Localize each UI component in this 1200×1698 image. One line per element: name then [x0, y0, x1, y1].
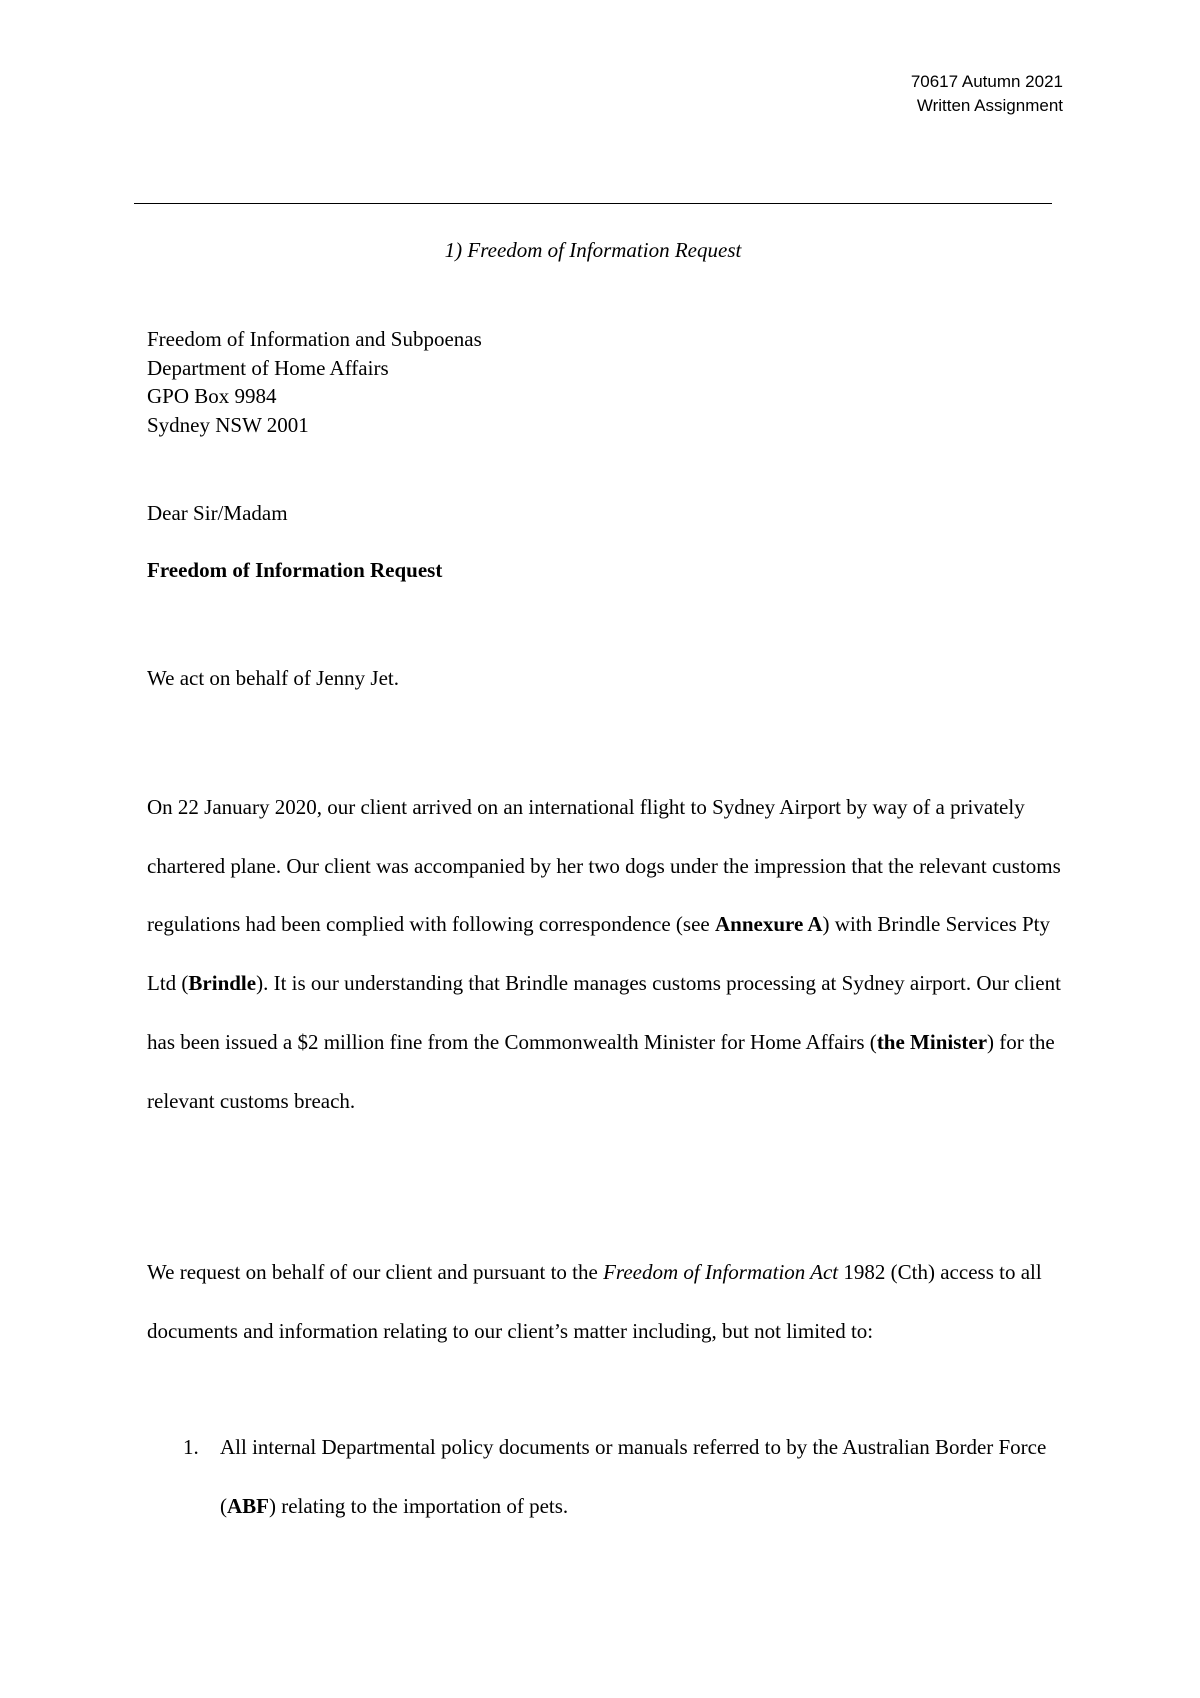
section-heading: 1) Freedom of Information Request [444, 238, 742, 262]
address-line-2: Department of Home Affairs [147, 355, 389, 380]
text-span: We request on behalf of our client and pursuant to the [147, 1260, 604, 1284]
bold-term-abf: ABF [227, 1493, 269, 1518]
bold-term-minister: the Minister [876, 1029, 988, 1054]
subject-line: Freedom of Information Request [147, 558, 443, 582]
bold-term-annexure: Annexure A [714, 912, 823, 937]
bold-term-brindle: Brindle [188, 971, 257, 996]
text-span: All internal Departmental policy documents or manuals referred to by the Australian Border Force ( [220, 1435, 1047, 1518]
paragraph-intro: We act on behalf of Jenny Jet. [147, 666, 399, 690]
text-span: ) relating to the importation of pets. [269, 1493, 569, 1518]
address-line-4: Sydney NSW 2001 [147, 412, 309, 437]
request-list [147, 1418, 1067, 1535]
text-span: ) for the relevant customs breach. [147, 1029, 1055, 1113]
address-line-3: GPO Box 9984 [147, 384, 277, 408]
paragraph-request [147, 1243, 1067, 1360]
list-item-number: 1. [183, 1435, 199, 1459]
text-span: 1982 (Cth) access to all documents and information relating to our client’s matter including, but not limited to: [147, 1260, 1042, 1343]
horizontal-rule [134, 203, 1052, 204]
text-span: ). It is our understanding that Brindle manages customs processing at Sydney airport. Our client has been issued a $2 million fine from the Commonwealth Minister for Home Affairs ( [147, 971, 1061, 1054]
italic-act-title: Freedom of Information Act [603, 1260, 839, 1284]
text-span: On 22 January 2020, our client arrived on an international flight to Sydney Airport by way of a privately chartered plane. Our client was accompanied by her two dogs under the impression that the relevant customs regulations had been complied with following correspondence (see [147, 795, 1061, 937]
recipient-address [147, 325, 482, 439]
header-assignment-line: Written Assignment [916, 96, 1063, 115]
address-line-1: Freedom of Information and Subpoenas [147, 327, 482, 351]
salutation: Dear Sir/Madam [147, 501, 288, 525]
page-header [911, 70, 1063, 118]
text-span: ) with Brindle Services Pty Ltd ( [147, 912, 1051, 996]
paragraph-background [147, 778, 1067, 1130]
header-course-line: 70617 Autumn 2021 [910, 72, 1063, 91]
list-item [147, 1418, 1067, 1535]
